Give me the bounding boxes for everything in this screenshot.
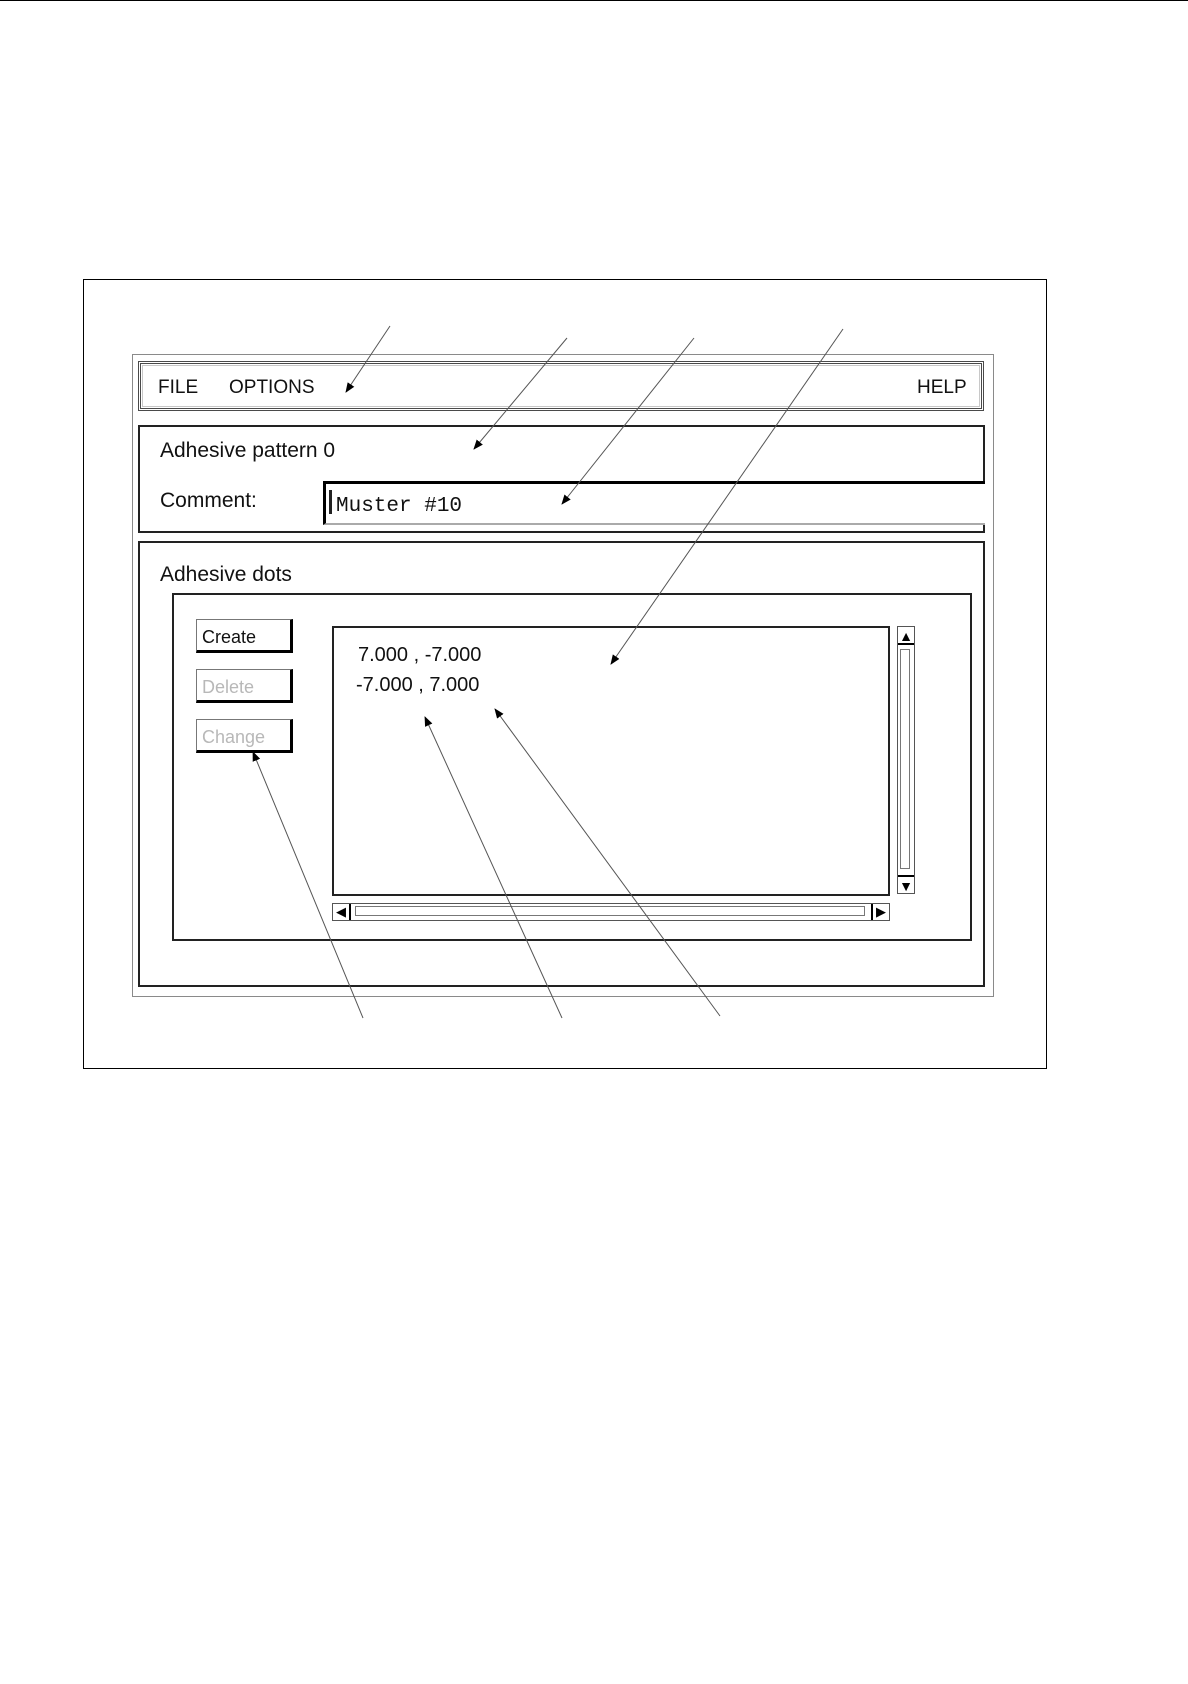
adhesive-pattern-panel [138,425,985,533]
menu-bar [138,361,984,411]
comment-input[interactable] [323,481,985,525]
list-item[interactable]: -7.000 , 7.000 [356,674,480,696]
delete-button[interactable]: Delete [196,669,293,703]
adhesive-pattern-title: Adhesive pattern 0 [160,439,336,462]
vertical-scroll-track[interactable] [900,649,910,869]
list-item[interactable]: 7.000 , -7.000 [358,644,482,666]
scroll-up-arrow-icon[interactable]: ▲ [899,628,913,644]
menu-help[interactable]: HELP [917,377,967,398]
horizontal-scroll-track[interactable] [355,906,865,916]
menu-file[interactable]: FILE [158,377,199,398]
adhesive-dots-list[interactable] [332,626,890,896]
scroll-down-arrow-icon[interactable]: ▼ [898,875,914,893]
adhesive-dots-title: Adhesive dots [160,563,292,586]
menu-options[interactable]: OPTIONS [229,377,315,398]
comment-label: Comment: [160,489,257,512]
scroll-left-arrow-icon[interactable]: ◀ [333,904,351,920]
page-top-rule [0,0,1188,1]
create-button[interactable]: Create [196,619,293,653]
scroll-right-arrow-icon[interactable]: ▶ [871,904,889,920]
text-cursor-icon [329,490,332,514]
vertical-scrollbar[interactable] [897,626,915,894]
horizontal-scrollbar[interactable] [332,903,890,921]
change-button[interactable]: Change [196,719,293,753]
